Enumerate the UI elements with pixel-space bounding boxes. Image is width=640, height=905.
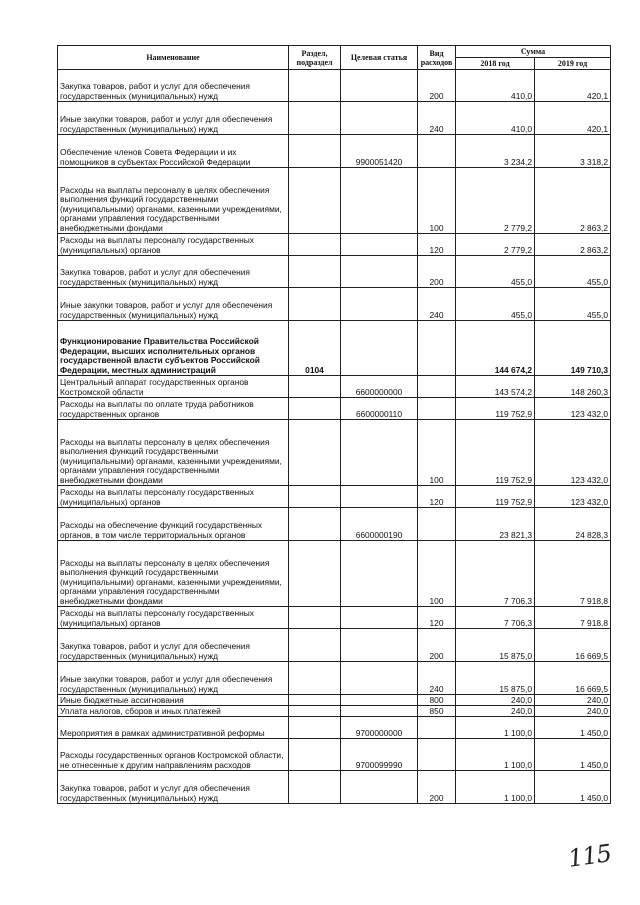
row-value-2018: 143 574,2: [456, 376, 535, 398]
header-section: Раздел, подраздел: [289, 46, 341, 70]
row-section: [289, 234, 341, 256]
row-kind: 240: [418, 102, 456, 135]
row-name: Иные бюджетные ассигнования: [58, 695, 289, 706]
row-kind: 200: [418, 256, 456, 288]
row-target: [341, 288, 418, 321]
row-section: [289, 541, 341, 607]
row-kind: 120: [418, 234, 456, 256]
row-name: Функционирование Правительства Российской Федерации, высших исполнительных органов государственной власти субъектов Российской Федерации, местных администраций: [58, 321, 289, 376]
header-kind: Вид расходов: [418, 46, 456, 70]
row-kind: [418, 717, 456, 739]
row-section: [289, 168, 341, 234]
row-kind: 800: [418, 695, 456, 706]
row-name: Расходы на выплаты персоналу государственных (муниципальных) органов: [58, 607, 289, 629]
table-row: [58, 706, 611, 717]
row-name: Закупка товаров, работ и услуг для обеспечения государственных (муниципальных) нужд: [58, 256, 289, 288]
row-name: Расходы на выплаты по оплате труда работников государственных органов: [58, 398, 289, 420]
row-value-2019: 240,0: [535, 695, 611, 706]
table-row: [58, 420, 611, 486]
table-row: [58, 739, 611, 771]
row-value-2018: 1 100,0: [456, 771, 535, 804]
row-value-2019: 7 918,8: [535, 541, 611, 607]
row-value-2018: 2 779,2: [456, 168, 535, 234]
table-row: [58, 629, 611, 662]
row-target: 9700000000: [341, 717, 418, 739]
row-target: [341, 662, 418, 695]
row-target: 6600000190: [341, 508, 418, 541]
row-kind: 100: [418, 541, 456, 607]
row-name: Расходы на выплаты персоналу в целях обеспечения выполнения функций государственными (муниципальными) органами, казенными учреждениями, органами управления государственными внебюджетными фондами: [58, 168, 289, 234]
row-value-2019: 16 669,5: [535, 662, 611, 695]
row-kind: [418, 398, 456, 420]
row-value-2019: 16 669,5: [535, 629, 611, 662]
row-name: Расходы на выплаты персоналу государственных (муниципальных) органов: [58, 234, 289, 256]
row-value-2019: 123 432,0: [535, 486, 611, 508]
row-value-2019: 1 450,0: [535, 771, 611, 804]
row-value-2019: 123 432,0: [535, 420, 611, 486]
row-kind: 120: [418, 607, 456, 629]
row-name: Расходы на выплаты персоналу в целях обеспечения выполнения функций государственными (муниципальными) органами, казенными учреждениями, органами управления государственными внебюджетными фондами: [58, 420, 289, 486]
row-kind: 240: [418, 288, 456, 321]
row-section: [289, 256, 341, 288]
row-section: 0104: [289, 321, 341, 376]
row-section: [289, 717, 341, 739]
row-section: [289, 70, 341, 102]
table-row: [58, 508, 611, 541]
row-name: Расходы на выплаты персоналу государственных (муниципальных) органов: [58, 486, 289, 508]
row-value-2019: 123 432,0: [535, 398, 611, 420]
row-value-2019: 420,1: [535, 70, 611, 102]
row-value-2019: 240,0: [535, 706, 611, 717]
table-row: [58, 288, 611, 321]
table-row: [58, 102, 611, 135]
row-section: [289, 739, 341, 771]
row-name: Мероприятия в рамках административной реформы: [58, 717, 289, 739]
row-section: [289, 398, 341, 420]
row-value-2018: 15 875,0: [456, 662, 535, 695]
row-value-2018: 119 752,9: [456, 398, 535, 420]
row-value-2019: 149 710,3: [535, 321, 611, 376]
row-kind: 100: [418, 420, 456, 486]
row-kind: 200: [418, 771, 456, 804]
row-name: Иные закупки товаров, работ и услуг для обеспечения государственных (муниципальных) нужд: [58, 662, 289, 695]
row-name: Расходы государственных органов Костромской области, не отнесенные к другим направлениям расходов: [58, 739, 289, 771]
row-target: [341, 695, 418, 706]
row-target: [341, 706, 418, 717]
row-target: [341, 168, 418, 234]
row-value-2019: 7 918,8: [535, 607, 611, 629]
row-value-2018: 7 706,3: [456, 541, 535, 607]
row-target: [341, 486, 418, 508]
row-kind: 200: [418, 629, 456, 662]
row-kind: 100: [418, 168, 456, 234]
row-name: Иные закупки товаров, работ и услуг для обеспечения государственных (муниципальных) нужд: [58, 288, 289, 321]
table-row: [58, 771, 611, 804]
row-name: Закупка товаров, работ и услуг для обеспечения государственных (муниципальных) нужд: [58, 629, 289, 662]
header-name: Наименование: [58, 46, 289, 70]
row-value-2018: 410,0: [456, 102, 535, 135]
row-target: [341, 771, 418, 804]
table-row: [58, 70, 611, 102]
row-section: [289, 607, 341, 629]
row-name: Закупка товаров, работ и услуг для обеспечения государственных (муниципальных) нужд: [58, 771, 289, 804]
row-kind: [418, 376, 456, 398]
row-target: [341, 70, 418, 102]
header-2018: 2018 год: [456, 58, 535, 70]
table-row: [58, 135, 611, 168]
row-value-2019: 2 863,2: [535, 234, 611, 256]
row-kind: [418, 739, 456, 771]
table-row: [58, 662, 611, 695]
row-kind: 850: [418, 706, 456, 717]
row-value-2018: 119 752,9: [456, 420, 535, 486]
row-target: 9900051420: [341, 135, 418, 168]
row-kind: [418, 135, 456, 168]
row-target: 9700099990: [341, 739, 418, 771]
row-target: [341, 102, 418, 135]
row-name: Расходы на выплаты персоналу в целях обеспечения выполнения функций государственными (муниципальными) органами, казенными учреждениями, органами управления государственными внебюджетными фондами: [58, 541, 289, 607]
row-value-2019: 420,1: [535, 102, 611, 135]
row-name: Центральный аппарат государственных органов Костромской области: [58, 376, 289, 398]
budget-table: [57, 45, 611, 804]
table-row: [58, 376, 611, 398]
row-value-2018: 1 100,0: [456, 739, 535, 771]
row-section: [289, 486, 341, 508]
row-section: [289, 662, 341, 695]
header-target: Целевая статья: [341, 46, 418, 70]
row-section: [289, 135, 341, 168]
row-section: [289, 102, 341, 135]
row-value-2018: 1 100,0: [456, 717, 535, 739]
row-section: [289, 706, 341, 717]
row-name: Уплата налогов, сборов и иных платежей: [58, 706, 289, 717]
row-value-2019: 1 450,0: [535, 739, 611, 771]
row-section: [289, 771, 341, 804]
row-target: 6600000110: [341, 398, 418, 420]
row-value-2018: 240,0: [456, 695, 535, 706]
row-kind: [418, 508, 456, 541]
row-target: [341, 234, 418, 256]
table-row: [58, 541, 611, 607]
row-target: [341, 321, 418, 376]
row-section: [289, 629, 341, 662]
row-value-2019: 24 828,3: [535, 508, 611, 541]
row-value-2019: 148 260,3: [535, 376, 611, 398]
table-row: [58, 168, 611, 234]
row-section: [289, 288, 341, 321]
row-name: Обеспечение членов Совета Федерации и их помощников в субъектах Российской Федерации: [58, 135, 289, 168]
row-section: [289, 508, 341, 541]
header-2019: 2019 год: [535, 58, 611, 70]
row-value-2019: 455,0: [535, 288, 611, 321]
row-value-2018: 23 821,3: [456, 508, 535, 541]
row-kind: [418, 321, 456, 376]
table-row: [58, 717, 611, 739]
row-target: [341, 256, 418, 288]
table-row: [58, 321, 611, 376]
row-target: [341, 607, 418, 629]
table-row: [58, 695, 611, 706]
row-value-2018: 144 674,2: [456, 321, 535, 376]
row-value-2018: 410,0: [456, 70, 535, 102]
row-target: [341, 420, 418, 486]
row-value-2018: 455,0: [456, 256, 535, 288]
table-row: [58, 234, 611, 256]
table-row: [58, 486, 611, 508]
handwritten-page-number: 115: [566, 839, 613, 873]
row-value-2018: 2 779,2: [456, 234, 535, 256]
row-kind: 120: [418, 486, 456, 508]
table-row: [58, 607, 611, 629]
row-target: 6600000000: [341, 376, 418, 398]
row-value-2018: 455,0: [456, 288, 535, 321]
row-value-2018: 7 706,3: [456, 607, 535, 629]
row-section: [289, 695, 341, 706]
row-value-2018: 3 234,2: [456, 135, 535, 168]
row-name: Иные закупки товаров, работ и услуг для обеспечения государственных (муниципальных) нужд: [58, 102, 289, 135]
row-name: Расходы на обеспечение функций государственных органов, в том числе территориальных органов: [58, 508, 289, 541]
row-target: [341, 629, 418, 662]
table-row: [58, 398, 611, 420]
row-value-2019: 1 450,0: [535, 717, 611, 739]
row-value-2018: 240,0: [456, 706, 535, 717]
row-value-2018: 15 875,0: [456, 629, 535, 662]
row-name: Закупка товаров, работ и услуг для обеспечения государственных (муниципальных) нужд: [58, 70, 289, 102]
row-value-2019: 3 318,2: [535, 135, 611, 168]
table-row: [58, 256, 611, 288]
header-sum: Сумма: [456, 46, 611, 58]
row-value-2018: 119 752,9: [456, 486, 535, 508]
row-kind: 240: [418, 662, 456, 695]
row-section: [289, 420, 341, 486]
row-target: [341, 541, 418, 607]
row-value-2019: 2 863,2: [535, 168, 611, 234]
row-section: [289, 376, 341, 398]
row-kind: 200: [418, 70, 456, 102]
row-value-2019: 455,0: [535, 256, 611, 288]
